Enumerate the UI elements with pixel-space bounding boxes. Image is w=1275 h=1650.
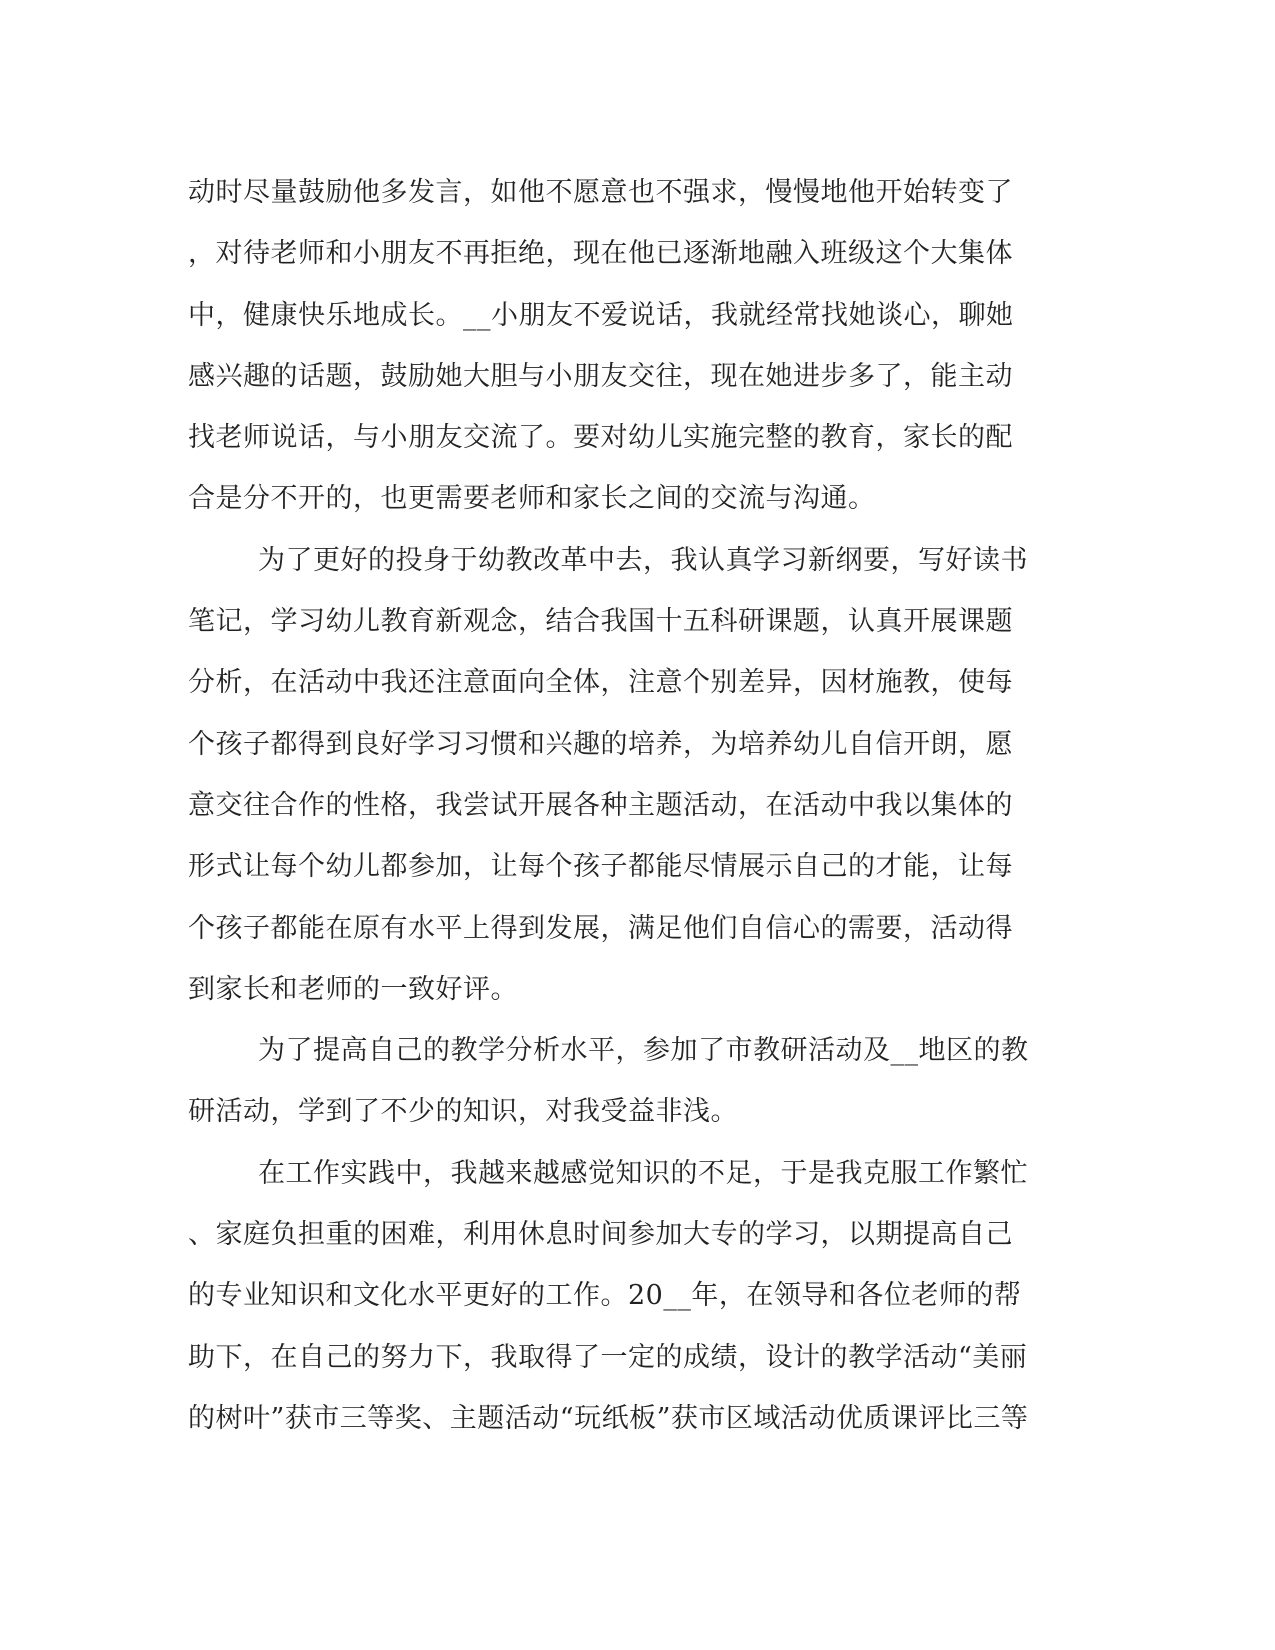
- text-line: 感兴趣的话题，鼓励她大胆与小朋友交往，现在她进步多了，能主动: [188, 360, 1013, 392]
- text-line: ，对待老师和小朋友不再拒绝，现在他已逐渐地融入班级这个大集体: [188, 238, 1013, 270]
- text-line: 中，健康快乐地成长。__小朋友不爱说话，我就经常找她谈心，聊她: [188, 299, 1014, 331]
- text-line: 笔记，学习幼儿教育新观念，结合我国十五科研课题，认真开展课题: [188, 606, 1013, 638]
- text-line: 的树叶”获市三等奖、主题活动“玩纸板”获市区域活动优质课评比三等: [188, 1402, 1029, 1434]
- text-line: 找老师说话，与小朋友交流了。要对幼儿实施完整的教育，家长的配: [188, 422, 1013, 454]
- paragraph-first-line: 为了更好的投身于幼教改革中去，我认真学习新纲要，写好读书: [258, 544, 1028, 576]
- text-line: 个孩子都得到良好学习习惯和兴趣的培养，为培养幼儿自信开朗，愿: [188, 728, 1013, 760]
- text-line: 意交往合作的性格，我尝试开展各种主题活动，在活动中我以集体的: [188, 789, 1013, 821]
- text-line: 的专业知识和文化水平更好的工作。20__年，在领导和各位老师的帮: [188, 1280, 1022, 1312]
- text-line: 动时尽量鼓励他多发言，如他不愿意也不强求，慢慢地他开始转变了: [188, 177, 1013, 208]
- body-text: [188, 162, 1068, 1449]
- text-line: 、家庭负担重的困难，利用休息时间参加大专的学习，以期提高自己: [188, 1219, 1013, 1251]
- text-line: 形式让每个幼儿都参加，让每个孩子都能尽情展示自己的才能，让每: [188, 851, 1013, 883]
- text-line: 到家长和老师的一致好评。: [188, 973, 518, 1005]
- text-line: 合是分不开的，也更需要老师和家长之间的交流与沟通。: [188, 483, 876, 515]
- text-line: 个孩子都能在原有水平上得到发展，满足他们自信心的需要，活动得: [188, 912, 1013, 944]
- text-line: 助下，在自己的努力下，我取得了一定的成绩，设计的教学活动“美丽: [188, 1341, 1028, 1373]
- paragraph-first-line: 为了提高自己的教学分析水平，参加了市教研活动及__地区的教: [258, 1035, 1029, 1067]
- text-line: 分析，在活动中我还注意面向全体，注意个别差异，因材施教，使每: [188, 667, 1013, 699]
- text-line: 研活动，学到了不少的知识，对我受益非浅。: [188, 1096, 738, 1128]
- paragraph-first-line: 在工作实践中，我越来越感觉知识的不足，于是我克服工作繁忙: [258, 1157, 1028, 1189]
